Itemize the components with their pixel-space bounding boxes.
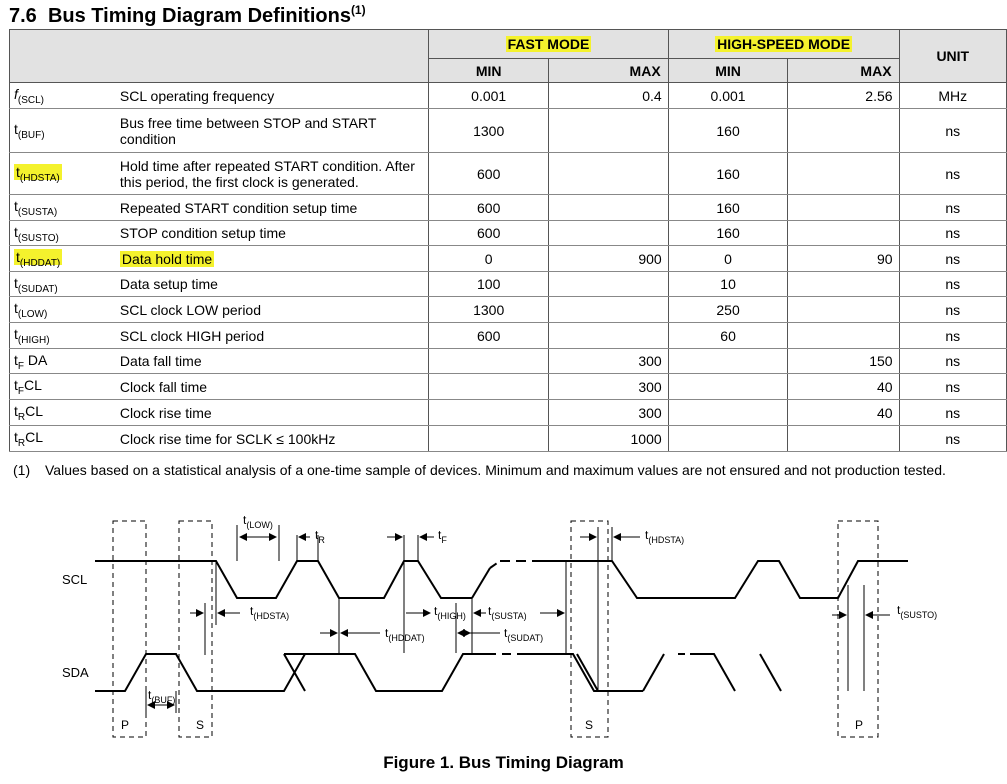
param-symbol: $t_{(HDSTA)}$: [10, 153, 112, 195]
fast-max: [549, 272, 669, 297]
fast-min: [429, 426, 549, 452]
box-p-start: [113, 521, 146, 737]
param-description: STOP condition setup time: [112, 221, 429, 246]
unit: ns: [899, 400, 1006, 426]
hs-min: [668, 426, 788, 452]
param-description: Data setup time: [112, 272, 429, 297]
header-fast-mode: FAST MODE: [429, 30, 668, 59]
header-hs-max: MAX: [788, 59, 899, 83]
diagram-labels: [62, 572, 89, 680]
unit: ns: [899, 221, 1006, 246]
table-row: [10, 83, 1007, 109]
param-description: Clock rise time for SCLK ≤ 100kHz: [112, 426, 429, 452]
fast-max: 0.4: [549, 83, 669, 109]
unit: ns: [899, 195, 1006, 221]
box-p-stop: [838, 521, 878, 737]
fast-max: [549, 323, 669, 349]
hs-min: 160: [668, 109, 788, 153]
timing-table: [9, 29, 1007, 452]
hs-min: 60: [668, 323, 788, 349]
hs-max: [788, 221, 899, 246]
table-row: [10, 195, 1007, 221]
hs-min: 250: [668, 297, 788, 323]
param-symbol: $f_{(SCL)}$: [10, 83, 112, 109]
hs-min: 0: [668, 246, 788, 272]
hs-max: [788, 195, 899, 221]
fast-min: [429, 374, 549, 400]
hs-min: 10: [668, 272, 788, 297]
fast-min: 0.001: [429, 83, 549, 109]
hs-max: [788, 297, 899, 323]
hs-max: 40: [788, 374, 899, 400]
timing-labels: [148, 513, 937, 705]
condition-labels: [121, 718, 863, 732]
unit: ns: [899, 109, 1006, 153]
hs-min: 0.001: [668, 83, 788, 109]
figure-caption: Figure 1. Bus Timing Diagram: [383, 753, 624, 772]
unit: ns: [899, 153, 1006, 195]
table-row: [10, 426, 1007, 452]
hs-max: [788, 153, 899, 195]
sda-waveform: [95, 654, 801, 691]
param-symbol: $t_F$ DA: [10, 349, 112, 374]
param-symbol: $t_{(SUSTO)}$: [10, 221, 112, 246]
hs-max: [788, 272, 899, 297]
param-symbol: $t_FCL$: [10, 374, 112, 400]
label-t-low: $t_{(LOW)}$: [243, 513, 273, 530]
condition-boxes: [113, 521, 878, 737]
header-fast-max: MAX: [549, 59, 669, 83]
table-row: [10, 221, 1007, 246]
fast-max: [549, 195, 669, 221]
fast-max: 1000: [549, 426, 669, 452]
label-t-sudat: $t_{(SUDAT)}$: [504, 626, 544, 643]
box-s-start: [179, 521, 212, 737]
section-number: 7.6: [9, 5, 37, 27]
fast-min: 100: [429, 272, 549, 297]
table-row: [10, 109, 1007, 153]
hs-max: [788, 109, 899, 153]
param-symbol: $t_RCL$: [10, 400, 112, 426]
param-description: SCL operating frequency: [112, 83, 429, 109]
label-t-buf: $t_{(BUF)}$: [148, 688, 176, 705]
section-title: [9, 3, 366, 28]
param-description: Clock fall time: [112, 374, 429, 400]
fast-min: 600: [429, 221, 549, 246]
table-row: [10, 153, 1007, 195]
hs-max: 150: [788, 349, 899, 374]
hs-max: 2.56: [788, 83, 899, 109]
fast-max: [549, 297, 669, 323]
fast-max: 300: [549, 400, 669, 426]
fast-min: 1300: [429, 109, 549, 153]
header-blank: [10, 30, 429, 83]
hs-min: 160: [668, 153, 788, 195]
fast-min: 600: [429, 153, 549, 195]
table-row: [10, 272, 1007, 297]
label-t-hddat: $t_{(HDDAT)}$: [385, 626, 425, 643]
param-symbol: $t_{(LOW)}$: [10, 297, 112, 323]
label-t-hdsta-top: $t_{(HDSTA)}$: [645, 528, 685, 545]
param-description: Data hold time: [112, 246, 429, 272]
param-symbol: $t_{(SUDAT)}$: [10, 272, 112, 297]
table-row: [10, 400, 1007, 426]
label-t-r: $t_R$: [315, 528, 325, 545]
hs-max: [788, 426, 899, 452]
header-hs-min: MIN: [668, 59, 788, 83]
unit: MHz: [899, 83, 1006, 109]
box-s-repeat: [571, 521, 608, 737]
hs-min: [668, 400, 788, 426]
fast-min: [429, 400, 549, 426]
label-p-stop: P: [855, 718, 864, 732]
hs-max: 90: [788, 246, 899, 272]
fast-min: 600: [429, 195, 549, 221]
hs-max: 40: [788, 400, 899, 426]
footnote: [13, 462, 973, 479]
label-t-susto: $t_{(SUSTO)}$: [897, 603, 938, 620]
param-description: SCL clock HIGH period: [112, 323, 429, 349]
param-description: Hold time after repeated START condition. After this period, the first clock is generated.: [112, 153, 429, 195]
param-symbol: $t_{(BUF)}$: [10, 109, 112, 153]
header-fast-min: MIN: [429, 59, 549, 83]
param-description: Repeated START condition setup time: [112, 195, 429, 221]
fast-max: [549, 109, 669, 153]
param-description: Clock rise time: [112, 400, 429, 426]
label-t-susta: $t_{(SUSTA)}$: [488, 604, 527, 621]
param-description: Bus free time between STOP and START condition: [112, 109, 429, 153]
hs-min: [668, 349, 788, 374]
scl-label: SCL: [62, 572, 88, 587]
fast-min: [429, 349, 549, 374]
label-t-high: $t_{(HIGH)}$: [434, 604, 466, 621]
param-description: SCL clock LOW period: [112, 297, 429, 323]
unit: ns: [899, 272, 1006, 297]
unit: ns: [899, 323, 1006, 349]
section-heading: Bus Timing Diagram Definitions: [47, 5, 351, 27]
table-row: [10, 246, 1007, 272]
header-unit: UNIT: [899, 30, 1006, 83]
label-t-f: $t_F$: [438, 528, 447, 545]
bus-timing-diagram: [0, 505, 1007, 750]
label-t-hdsta: $t_{(HDSTA)}$: [250, 604, 290, 621]
unit: ns: [899, 297, 1006, 323]
scl-waveform: [95, 561, 908, 598]
fast-max: 900: [549, 246, 669, 272]
param-symbol: $t_{(HIGH)}$: [10, 323, 112, 349]
param-symbol: $t_RCL$: [10, 426, 112, 452]
hs-min: 160: [668, 195, 788, 221]
fast-min: 600: [429, 323, 549, 349]
unit: ns: [899, 374, 1006, 400]
table-row: [10, 374, 1007, 400]
label-s-repeat: S: [585, 718, 594, 732]
label-p-start: P: [121, 718, 130, 732]
sda-label: SDA: [62, 665, 89, 680]
fast-max: [549, 221, 669, 246]
param-symbol: $t_{(HDDAT)}$: [10, 246, 112, 272]
label-s-start: S: [196, 718, 205, 732]
unit: ns: [899, 349, 1006, 374]
fast-min: 1300: [429, 297, 549, 323]
header-high-speed-mode: HIGH-SPEED MODE: [668, 30, 899, 59]
fast-max: 300: [549, 349, 669, 374]
table-row: [10, 349, 1007, 374]
hs-min: [668, 374, 788, 400]
fast-max: 300: [549, 374, 669, 400]
fast-min: 0: [429, 246, 549, 272]
hs-max: [788, 323, 899, 349]
footnote-number: (1): [13, 462, 31, 478]
param-description: Data fall time: [112, 349, 429, 374]
table-row: [10, 297, 1007, 323]
hs-min: 160: [668, 221, 788, 246]
unit: ns: [899, 426, 1006, 452]
param-symbol: $t_{(SUSTA)}$: [10, 195, 112, 221]
unit: ns: [899, 246, 1006, 272]
section-note-ref: (1): [350, 3, 366, 17]
footnote-text: Values based on a statistical analysis of a one-time sample of devices. Minimum and maximum values are not ensured and not production tested.: [45, 462, 946, 478]
table-row: [10, 323, 1007, 349]
fast-max: [549, 153, 669, 195]
